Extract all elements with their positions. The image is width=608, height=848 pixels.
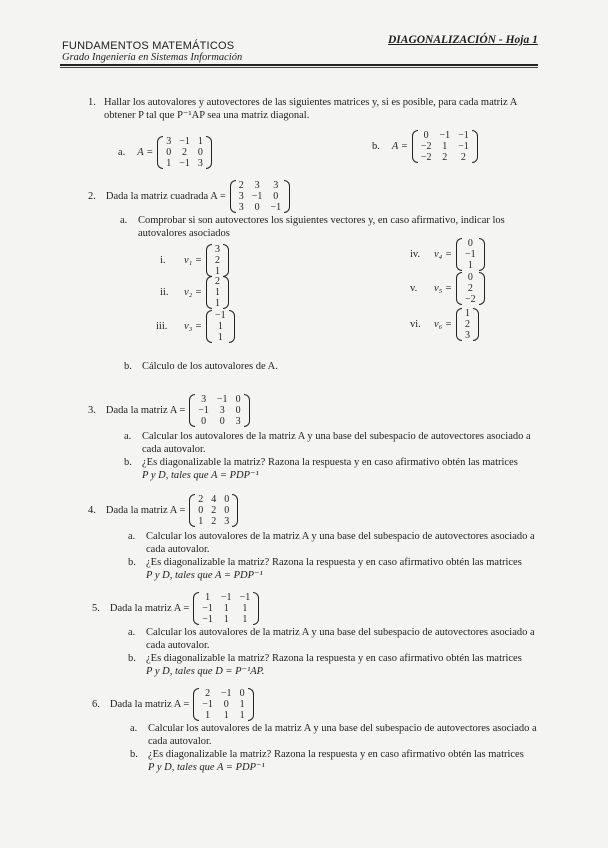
- vector-cell: 3: [465, 330, 471, 341]
- ex3-intro: Dada la matriz A =: [105, 405, 186, 416]
- ex1-a: [118, 136, 212, 169]
- ex6-a-line1: Calcular los autovalores de la matriz A y una base del subespacio de autovectores asociado a: [148, 723, 537, 734]
- sheet-title: DIAGONALIZACIÓN - Hoja 1: [388, 34, 538, 46]
- ex2-number: 2.: [88, 191, 96, 202]
- matrix-cell: 2: [211, 516, 217, 527]
- matrix-cell: 4: [211, 494, 217, 505]
- ex4-matrix: [189, 494, 238, 527]
- vector-cell: 1: [467, 260, 473, 271]
- vector-cell: 0: [467, 238, 473, 249]
- matrix-cell: 1: [442, 141, 448, 152]
- matrix-cell: 1: [242, 603, 248, 614]
- ex1-b-label: b.: [372, 141, 380, 152]
- matrix-cell: −1: [270, 202, 282, 213]
- ex5-matrix: [193, 592, 259, 625]
- matrix-cell: 0: [219, 416, 225, 427]
- ex6-header: [92, 688, 254, 721]
- vector-cell: 0: [467, 272, 473, 283]
- vector-5-label: v.: [410, 283, 418, 294]
- matrix-cell: −2: [420, 141, 432, 152]
- matrix-cell: −1: [251, 191, 263, 202]
- matrix-cell: 3: [238, 191, 244, 202]
- ex1-b: [372, 130, 478, 163]
- vector-4-matrix: [456, 238, 485, 271]
- vector-2-label: ii.: [160, 287, 169, 298]
- matrix-cell: 0: [166, 147, 172, 158]
- vector-2-name: v₂ =: [184, 287, 203, 298]
- ex4-b-line1: ¿Es diagonalizable la matriz? Razona la respuesta y en caso afirmativo obtén las matrices: [146, 557, 522, 568]
- ex1-b-matrix: [412, 130, 478, 163]
- matrix-cell: 2: [211, 505, 217, 516]
- matrix-cell: 1: [223, 614, 229, 625]
- matrix-cell: 3: [254, 180, 260, 191]
- vector-5-name: v₅ =: [434, 283, 453, 294]
- ex6-b-label: b.: [130, 749, 138, 760]
- ex3-header: [88, 394, 250, 427]
- matrix-cell: 1: [223, 603, 229, 614]
- ex3-a-label: a.: [124, 431, 132, 442]
- matrix-cell: 3: [273, 180, 279, 191]
- matrix-cell: 3: [224, 516, 230, 527]
- ex6-a-line2: cada autovalor.: [148, 736, 212, 747]
- vector-cell: −1: [465, 249, 476, 260]
- vector-6-matrix: [456, 308, 479, 341]
- ex2-a-line2: autovalores asociados: [138, 228, 230, 239]
- ex5-a-line2: cada autovalor.: [146, 640, 210, 651]
- matrix-cell: 0: [235, 405, 241, 416]
- ex2-matrix: [230, 180, 290, 213]
- vector-cell: 1: [215, 266, 221, 277]
- ex3-number: 3.: [88, 405, 96, 416]
- ex1-a-lhs: A =: [137, 147, 154, 158]
- matrix-cell: 0: [235, 394, 241, 405]
- matrix-cell: −1: [220, 688, 232, 699]
- vector-3-name: v₃ =: [184, 321, 203, 332]
- matrix-cell: 3: [238, 202, 244, 213]
- ex2-header: [88, 180, 290, 213]
- matrix-cell: 0: [254, 202, 260, 213]
- ex4-a-line1: Calcular los autovalores de la matriz A y una base del subespacio de autovectores asociado a: [146, 531, 535, 542]
- matrix-cell: −1: [179, 158, 190, 169]
- vector-4: [410, 238, 485, 271]
- vector-1-name: v₁ =: [184, 255, 203, 266]
- ex4-a-line2: cada autovalor.: [146, 544, 210, 555]
- ex6-number: 6.: [92, 699, 100, 710]
- vector-cell: 3: [215, 244, 221, 255]
- ex6-a-label: a.: [130, 723, 138, 734]
- vector-3: [156, 310, 235, 343]
- ex5-number: 5.: [92, 603, 100, 614]
- ex2-b-label: b.: [124, 361, 132, 372]
- matrix-cell: 2: [198, 494, 204, 505]
- ex6-b-line2: P y D, tales que A = PDP⁻¹: [148, 762, 265, 773]
- matrix-cell: −1: [458, 141, 469, 152]
- ex4-header: [88, 494, 238, 527]
- vector-3-label: iii.: [156, 321, 168, 332]
- matrix-cell: 1: [223, 710, 229, 721]
- vector-5-matrix: [456, 272, 485, 305]
- ex2-b-text: Cálculo de los autovalores de A.: [142, 361, 278, 372]
- matrix-cell: 0: [273, 191, 279, 202]
- matrix-cell: 1: [239, 710, 245, 721]
- vector-1-label: i.: [160, 255, 166, 266]
- matrix-cell: 2: [442, 152, 448, 163]
- matrix-cell: 1: [166, 158, 172, 169]
- vector-cell: 1: [465, 308, 471, 319]
- vector-4-name: v₄ =: [434, 249, 453, 260]
- matrix-cell: 1: [205, 710, 211, 721]
- ex5-b-line1: ¿Es diagonalizable la matriz? Razona la respuesta y en caso afirmativo obtén las matrices: [146, 653, 522, 664]
- vector-cell: −1: [215, 310, 226, 321]
- vector-6-name: v₆ =: [434, 319, 453, 330]
- matrix-cell: 1: [198, 516, 204, 527]
- matrix-cell: −1: [202, 699, 213, 710]
- matrix-cell: 0: [224, 505, 230, 516]
- ex5-header: [92, 592, 259, 625]
- ex4-a-label: a.: [128, 531, 136, 542]
- ex6-matrix: [193, 688, 253, 721]
- header-rule: [60, 64, 538, 66]
- ex5-intro: Dada la matriz A =: [109, 603, 190, 614]
- vector-6: [410, 308, 479, 341]
- matrix-cell: 2: [182, 147, 188, 158]
- ex1-line1: Hallar los autovalores y autovectores de las siguientes matrices y, si es posible, para cada matriz A: [104, 97, 518, 108]
- matrix-cell: 3: [235, 416, 241, 427]
- ex6-b-line1: ¿Es diagonalizable la matriz? Razona la respuesta y en caso afirmativo obtén las matrices: [148, 749, 524, 760]
- ex4-b-line2: P y D, tales que A = PDP⁻¹: [146, 570, 263, 581]
- vector-cell: 1: [215, 287, 221, 298]
- ex2-a-label: a.: [120, 215, 128, 226]
- matrix-cell: 2: [205, 688, 211, 699]
- matrix-cell: 1: [205, 592, 211, 603]
- matrix-cell: 0: [239, 688, 245, 699]
- ex2-intro: Dada la matriz cuadrada A =: [105, 191, 226, 202]
- header-rule-thin: [60, 67, 538, 68]
- ex3-a-line2: cada autovalor.: [142, 444, 206, 455]
- matrix-cell: 3: [197, 158, 203, 169]
- ex4-number: 4.: [88, 505, 96, 516]
- ex6-intro: Dada la matriz A =: [109, 699, 190, 710]
- matrix-cell: 0: [198, 505, 204, 516]
- ex4-b-label: b.: [128, 557, 136, 568]
- ex5-b-label: b.: [128, 653, 136, 664]
- matrix-cell: 2: [238, 180, 244, 191]
- ex3-a-line1: Calcular los autovalores de la matriz A y una base del subespacio de autovectores asociado a: [142, 431, 531, 442]
- matrix-cell: 0: [223, 699, 229, 710]
- vector-2-matrix: [206, 276, 229, 309]
- degree-title: Grado Ingeniería en Sistemas Información: [62, 52, 243, 63]
- course-title: FUNDAMENTOS MATEMÁTICOS: [62, 40, 235, 52]
- matrix-cell: −1: [439, 130, 451, 141]
- vector-1-matrix: [206, 244, 229, 277]
- ex1-b-lhs: A =: [391, 141, 408, 152]
- vector-6-label: vi.: [410, 319, 421, 330]
- matrix-cell: 3: [201, 394, 207, 405]
- matrix-cell: 3: [219, 405, 225, 416]
- matrix-cell: −1: [198, 405, 209, 416]
- matrix-cell: −1: [216, 394, 228, 405]
- matrix-cell: −1: [239, 592, 251, 603]
- ex5-b-line2: P y D, tales que D = P⁻¹AP.: [146, 666, 265, 677]
- ex5-a-label: a.: [128, 627, 136, 638]
- matrix-cell: 0: [224, 494, 230, 505]
- ex2-a-line1: Comprobar si son autovectores los siguientes vectores y, en caso afirmativo, indicar los: [138, 215, 505, 226]
- vector-4-label: iv.: [410, 249, 421, 260]
- vector-cell: −2: [465, 294, 476, 305]
- matrix-cell: 1: [242, 614, 248, 625]
- matrix-cell: 0: [201, 416, 207, 427]
- vector-cell: 2: [215, 255, 221, 266]
- matrix-cell: −1: [202, 603, 213, 614]
- ex3-matrix: [189, 394, 249, 427]
- ex1-a-matrix: [157, 136, 212, 169]
- vector-cell: 2: [467, 283, 473, 294]
- vector-cell: 1: [217, 332, 223, 343]
- ex3-b-line2: P y D, tales que A = PDP⁻¹: [142, 470, 259, 481]
- ex4-intro: Dada la matriz A =: [105, 505, 186, 516]
- matrix-cell: 2: [460, 152, 466, 163]
- matrix-cell: −1: [220, 592, 232, 603]
- vector-2: [160, 276, 229, 309]
- vector-cell: 1: [215, 298, 221, 309]
- matrix-cell: −1: [458, 130, 469, 141]
- matrix-cell: 3: [166, 136, 172, 147]
- vector-5: [410, 272, 485, 305]
- ex3-b-line1: ¿Es diagonalizable la matriz? Razona la respuesta y en caso afirmativo obtén las matrices: [142, 457, 518, 468]
- matrix-cell: 1: [239, 699, 245, 710]
- ex1-number: 1.: [88, 97, 96, 108]
- matrix-cell: −1: [179, 136, 190, 147]
- ex1-line2: obtener P tal que P⁻¹AP sea una matriz diagonal.: [104, 110, 310, 121]
- vector-cell: 2: [465, 319, 471, 330]
- matrix-cell: −1: [202, 614, 213, 625]
- vector-cell: 2: [215, 276, 221, 287]
- ex1-a-label: a.: [118, 147, 126, 158]
- matrix-cell: −2: [420, 152, 432, 163]
- matrix-cell: 0: [423, 130, 429, 141]
- matrix-cell: 0: [197, 147, 203, 158]
- vector-3-matrix: [206, 310, 235, 343]
- vector-cell: 1: [217, 321, 223, 332]
- vector-1: [160, 244, 229, 277]
- ex5-a-line1: Calcular los autovalores de la matriz A y una base del subespacio de autovectores asociado a: [146, 627, 535, 638]
- ex3-b-label: b.: [124, 457, 132, 468]
- matrix-cell: 1: [197, 136, 203, 147]
